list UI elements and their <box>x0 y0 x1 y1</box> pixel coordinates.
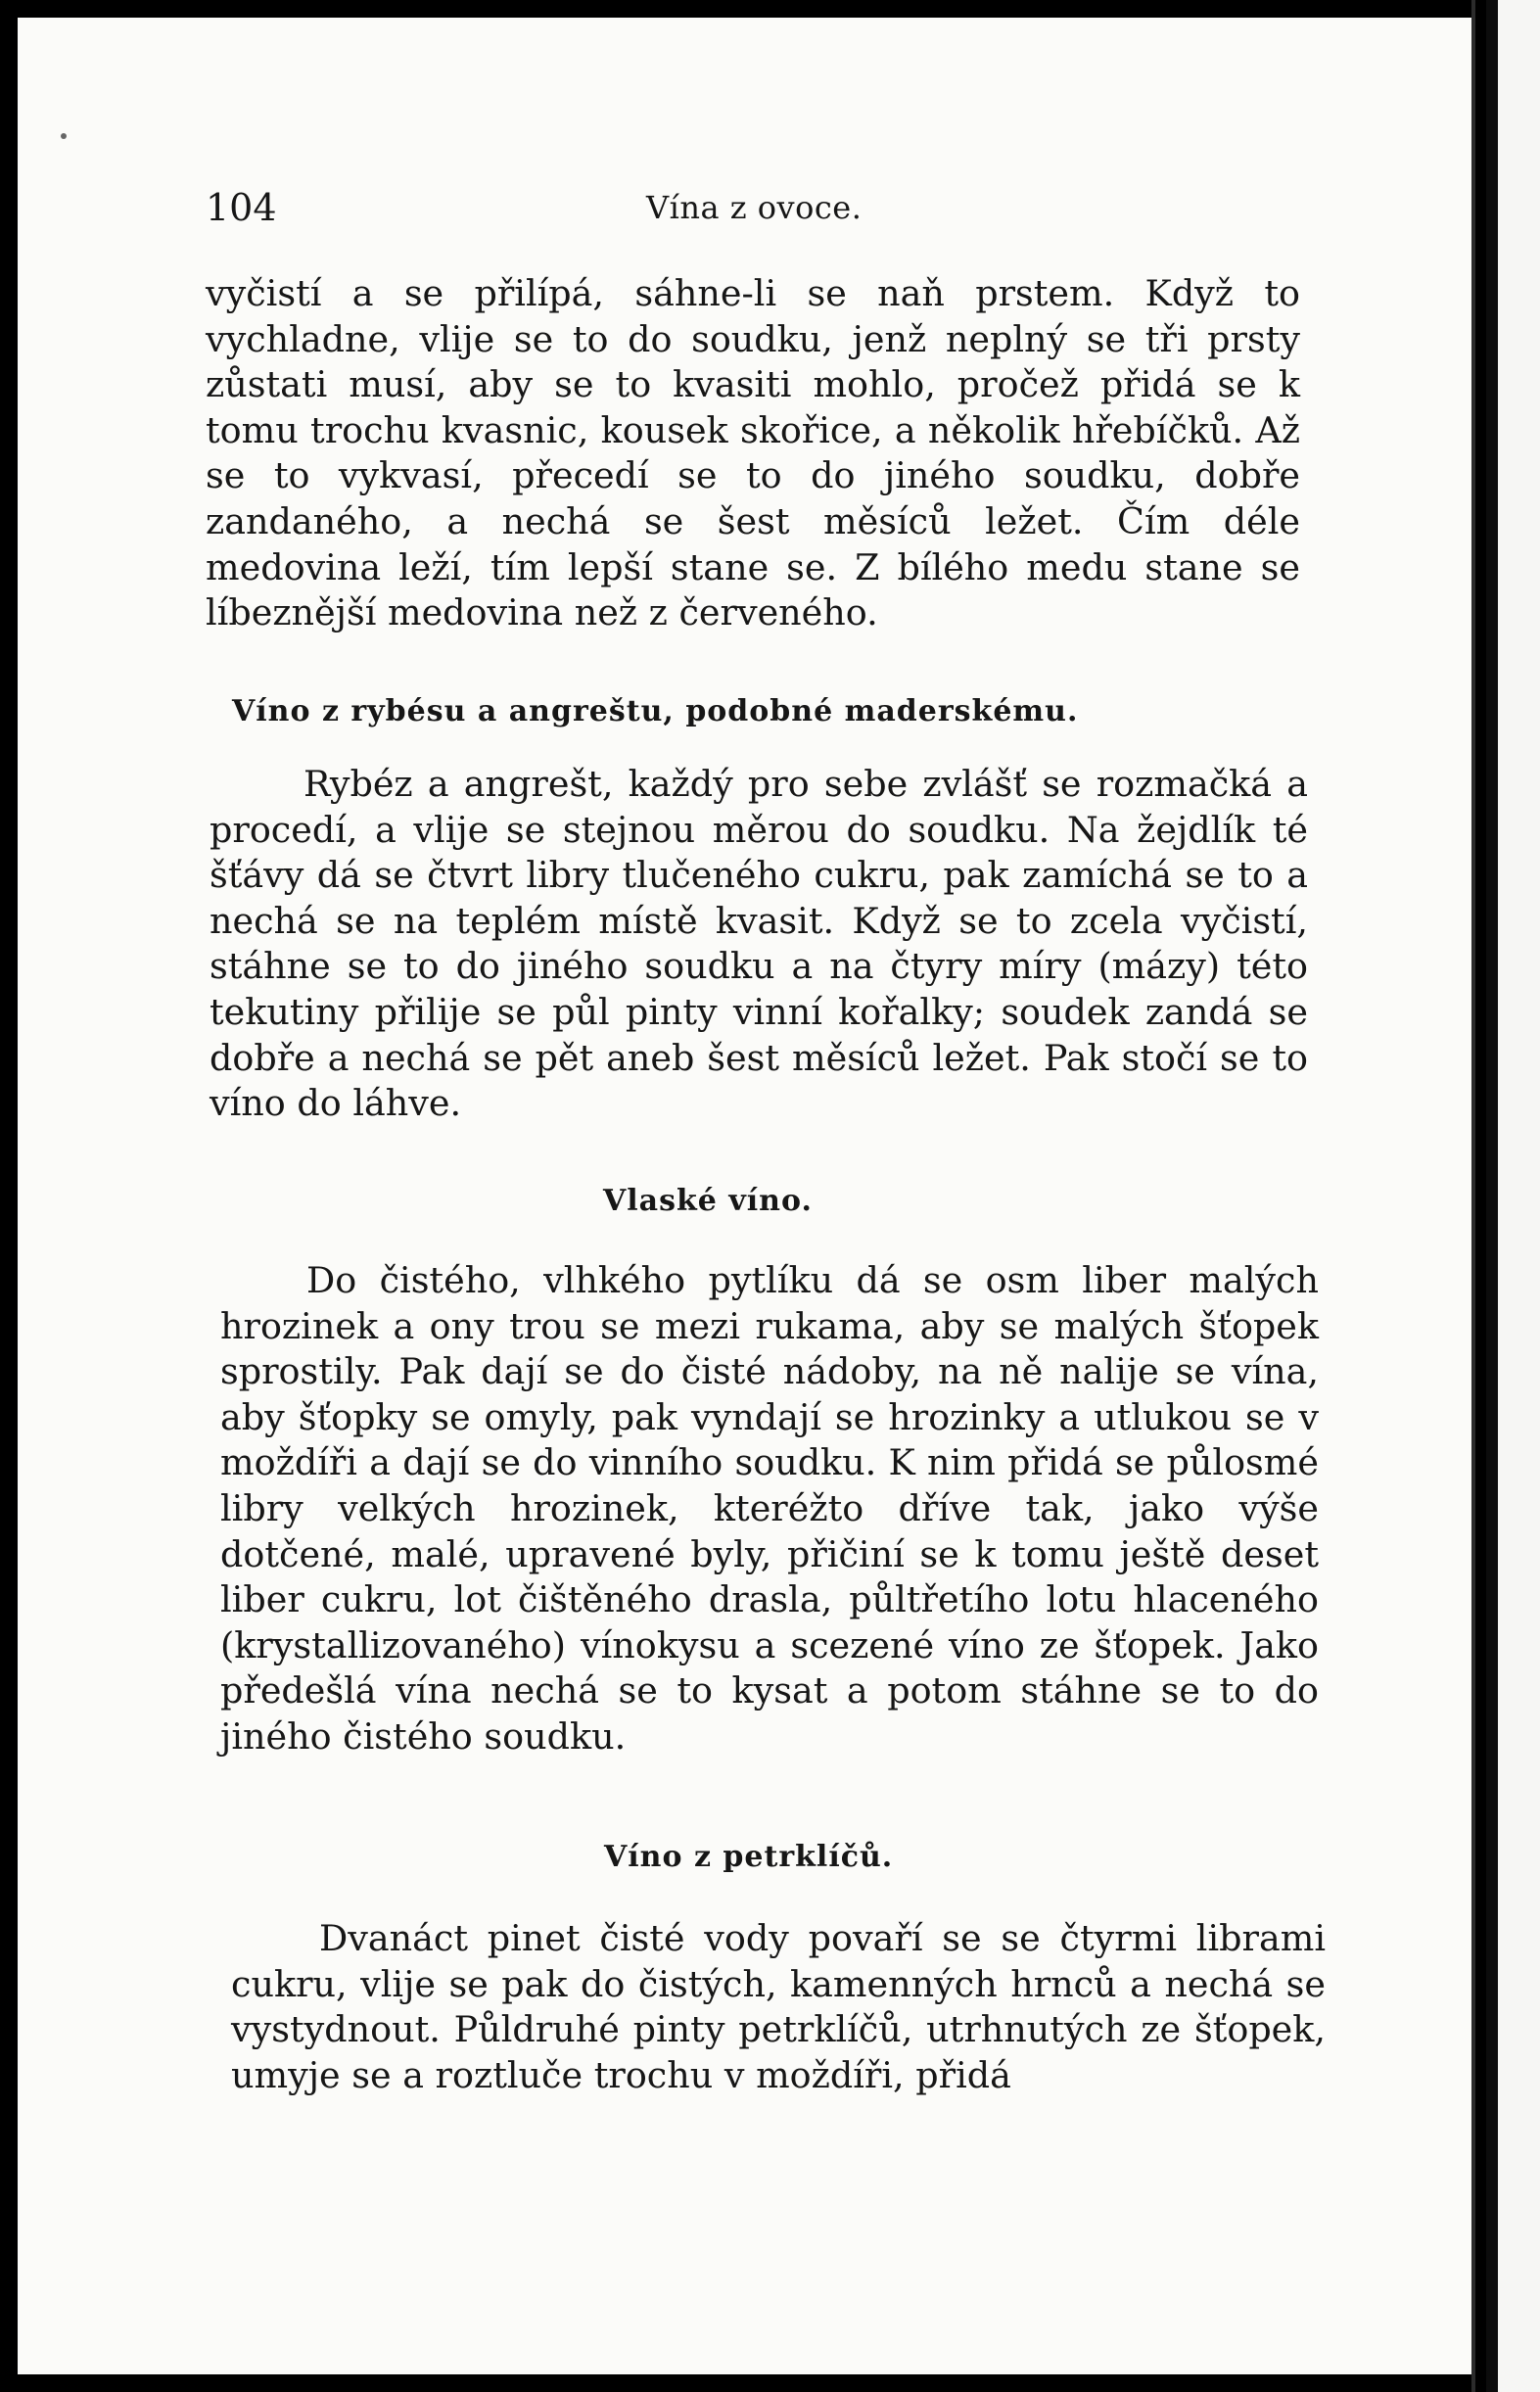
adjacent-page-edge <box>1498 0 1540 2392</box>
paragraph-mead-ending: vyčistí a se přilípá, sáhne-li se naň prstem. Když to vychladne, vlije se to do soudku, jenž neplný se tři prsty zůstati musí, aby se to kvasiti mohlo, pročež přidá se k tomu trochu kvasnic, kousek skořice, a několik hřebíčků. Až se to vykvasí, přecedí se to do jiného soudku, dobře zandaného, a nechá se šest měsíců ležet. Čím déle medovina leží, tím lepší stane se. Z bílého medu stane se líbeznější medovina než z červeného. <box>206 272 1300 634</box>
paragraph-primrose-wine: Dvanáct pinet čisté vody povaří se se čtyrmi librami cukru, vlije se pak do čistých, kamenných hrnců a nechá se vystydnout. Půldruhé pinty petrklíčů, utrhnutých ze šťopek, umyje se a roztluče trochu v moždíři, přidá <box>231 1917 1326 2096</box>
paragraph-currant-gooseberry-wine: Rybéz a angrešt, každý pro sebe zvlášť se rozmačká a procedí, a vlije se stejnou měrou do soudku. Na žejdlík té šťávy dá se čtvrt libry tlučeného cukru, pak zamíchá se to a nechá se na teplém místě kvasit. Když se to zcela vyčistí, stáhne se to do jiného soudku a na čtyry míry (mázy) této tekutiny přilije se půl pinty vinní kořalky; soudek zandá se dobře a nechá se pět aneb šest měsíců ležet. Pak stočí se to víno do láhve. <box>210 763 1308 1125</box>
paragraph-italian-wine: Do čistého, vlhkého pytlíku dá se osm liber malých hrozinek a ony trou se mezi rukama, aby se malých šťopek sprostily. Pak dají se do čisté nádoby, na ně nalije se vína, aby šťopky se omyly, pak vyndají se hrozinky a utlukou se v moždíři a dají se do vinního soudku. K nim přidá se půlosmé libry velkých hrozinek, kteréžto dříve tak, jako výše dotčené, malé, upravené byly, přičiní se k tomu ještě deset liber cukru, lot čištěného drasla, půltřetího lotu hlaceného (krystallizovaného) vínokysu a scezené víno ze šťopek. Jako předešlá vína nechá se to kysat a potom stáhne se to do jiného čistého soudku. <box>220 1259 1319 1758</box>
heading-primrose-wine: Víno z petrklíčů. <box>604 1840 894 1874</box>
heading-italian-wine: Vlaské víno. <box>603 1184 813 1218</box>
page-number: 104 <box>206 186 277 229</box>
page-edge-shadow <box>1471 0 1475 2392</box>
scan-border <box>1486 0 1498 2392</box>
scan-speck <box>61 133 67 139</box>
running-title: Vína z ovoce. <box>646 189 863 226</box>
heading-currant-gooseberry-wine: Víno z rybésu a angreštu, podobné maderskému. <box>232 694 1079 728</box>
